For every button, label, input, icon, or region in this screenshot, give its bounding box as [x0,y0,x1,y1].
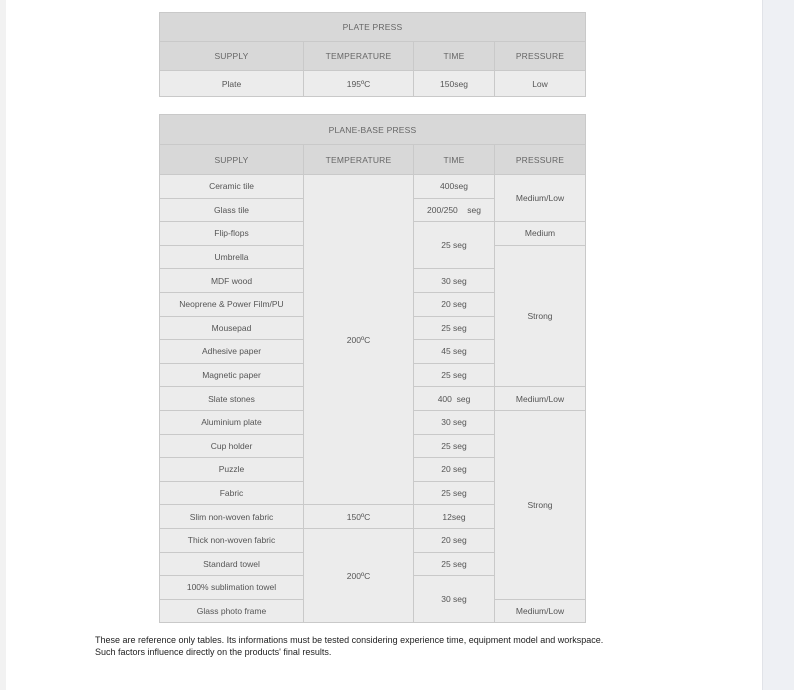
time-cell: 25 seg [414,434,495,458]
temperature-cell: 200ºC [304,175,414,505]
pressure-cell: Strong [495,410,586,599]
time-cell: 25 seg [414,363,495,387]
pressure-cell: Strong [495,245,586,387]
pressure-cell: Medium/Low [495,387,586,411]
supply-cell: Glass photo frame [160,599,304,623]
supply-cell: Standard towel [160,552,304,576]
time-cell: 45 seg [414,340,495,364]
time-cell: 20 seg [414,292,495,316]
plane-base-press-title: PLANE-BASE PRESS [160,115,586,145]
pressure-cell: Medium/Low [495,599,586,623]
document-page [6,0,762,690]
header-pressure: PRESSURE [495,145,586,175]
plane-base-press-table [159,114,586,623]
time-cell: 400seg [414,175,495,199]
header-time: TIME [414,42,495,71]
supply-cell: Neoprene & Power Film/PU [160,292,304,316]
time-cell: 400 seg [414,387,495,411]
supply-cell: Fabric [160,481,304,505]
time-cell: 20 seg [414,458,495,482]
temperature-cell: 150ºC [304,505,414,529]
header-supply: SUPPLY [160,42,304,71]
footnote-line-2: Such factors influence directly on the products' final results. [95,647,332,657]
temperature-cell: 200ºC [304,528,414,622]
footnote-line-1: These are reference only tables. Its informations must be tested considering experience time, equipment model and workspace. [95,635,604,645]
header-pressure: PRESSURE [495,42,586,71]
time-cell: 25 seg [414,481,495,505]
supply-cell: Flip-flops [160,222,304,246]
pressure-cell: Medium/Low [495,175,586,222]
plate-time: 150seg [414,71,495,97]
time-cell: 30 seg [414,576,495,623]
supply-cell: Magnetic paper [160,363,304,387]
supply-cell: Adhesive paper [160,340,304,364]
plate-temperature: 195ºC [304,71,414,97]
time-cell: 20 seg [414,528,495,552]
footnote [95,634,695,658]
supply-cell: Thick non-woven fabric [160,528,304,552]
viewer-right-panel [762,0,794,690]
supply-cell: Cup holder [160,434,304,458]
plate-press-table [159,12,586,97]
plate-press-title: PLATE PRESS [160,13,586,42]
supply-cell: Glass tile [160,198,304,222]
supply-cell: MDF wood [160,269,304,293]
supply-cell: Puzzle [160,458,304,482]
supply-cell: Slate stones [160,387,304,411]
time-cell: 30 seg [414,410,495,434]
time-cell: 25 seg [414,222,495,269]
time-cell: 200/250 seg [414,198,495,222]
time-cell: 25 seg [414,316,495,340]
supply-cell: Slim non-woven fabric [160,505,304,529]
header-temperature: TEMPERATURE [304,42,414,71]
supply-cell: Umbrella [160,245,304,269]
plate-pressure: Low [495,71,586,97]
header-time: TIME [414,145,495,175]
header-temperature: TEMPERATURE [304,145,414,175]
pressure-cell: Medium [495,222,586,246]
supply-cell: 100% sublimation towel [160,576,304,600]
plate-supply: Plate [160,71,304,97]
supply-cell: Mousepad [160,316,304,340]
supply-cell: Aluminium plate [160,410,304,434]
time-cell: 30 seg [414,269,495,293]
supply-cell: Ceramic tile [160,175,304,199]
header-supply: SUPPLY [160,145,304,175]
time-cell: 25 seg [414,552,495,576]
time-cell: 12seg [414,505,495,529]
